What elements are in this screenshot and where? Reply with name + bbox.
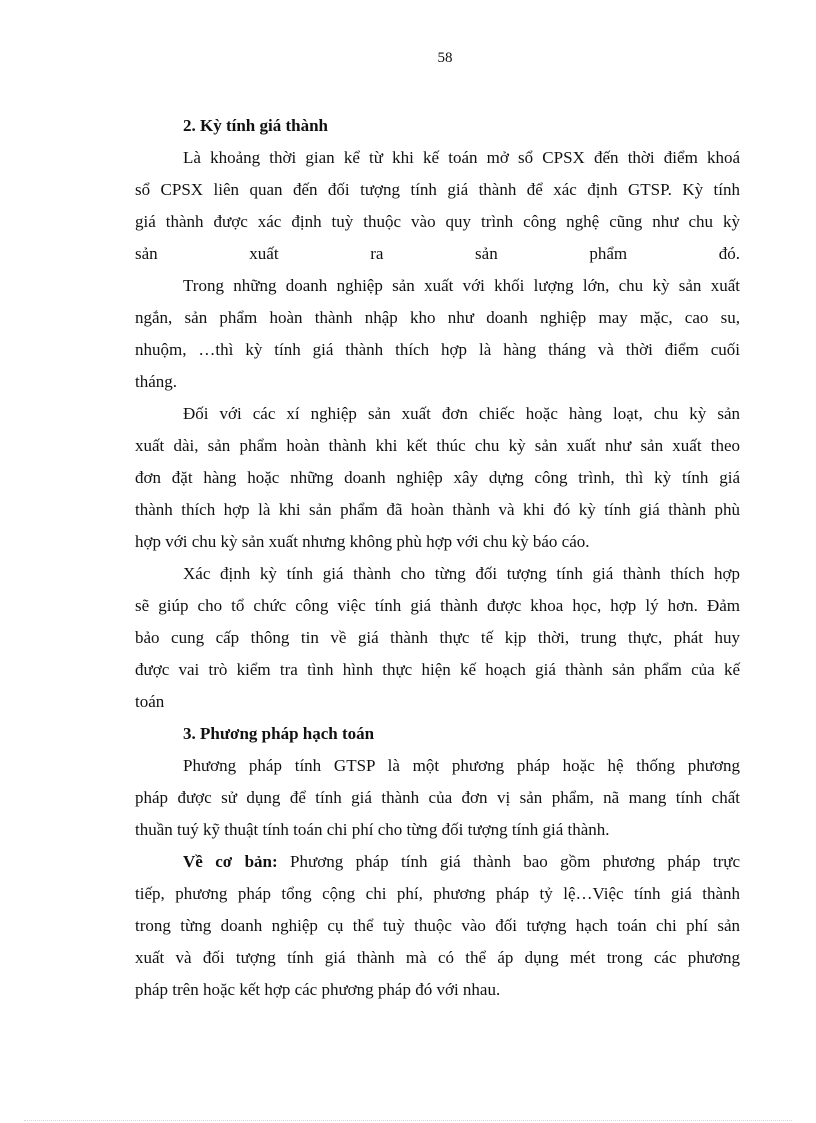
page-bottom-rule: [24, 1120, 792, 1121]
text-line: sổ CPSX liên quan đến đối tượng tính giá thành để xác định GTSP. Kỳ tính: [135, 180, 740, 199]
text-line: giá thành được xác định tuỳ thuộc vào quy trình công nghệ cũng như chu kỳ: [135, 212, 740, 231]
text-line: nhuộm, …thì kỳ tính giá thành thích hợp là hàng tháng và thời điểm cuối: [135, 340, 740, 359]
text-line: Đối với các xí nghiệp sản xuất đơn chiếc hoặc hàng loạt, chu kỳ sản: [183, 404, 740, 423]
text-line: Xác định kỳ tính giá thành cho từng đối tượng tính giá thành thích hợp: [183, 564, 740, 583]
text-line: đơn đặt hàng hoặc những doanh nghiệp xây dựng công trình, thì kỳ tính giá: [135, 468, 740, 487]
text-fragment: Phương pháp tính giá thành bao gồm phương pháp trực: [277, 852, 740, 871]
text-line: pháp được sử dụng để tính giá thành của đơn vị sản phẩm, nã mang tính chất: [135, 788, 740, 807]
text-line: tháng.: [135, 372, 178, 391]
paragraph: [135, 558, 740, 718]
text-line: bảo cung cấp thông tin về giá thành thực tế kịp thời, trung thực, phát huy: [135, 628, 740, 647]
text-line: Là khoảng thời gian kể từ khi kế toán mở sổ CPSX đến thời điểm khoá: [183, 148, 740, 167]
text-line: sản xuất ra sản phẩm đó.: [135, 244, 740, 263]
text-line: thành thích hợp là khi sản phẩm đã hoàn thành và khi đó kỳ tính giá thành phù: [135, 500, 740, 519]
paragraph: [135, 750, 740, 846]
text-line: trong từng doanh nghiệp cụ thể tuỳ thuộc vào đối tượng hạch toán chi phí sản: [135, 916, 740, 935]
text-line: ngắn, sản phẩm hoàn thành nhập kho như doanh nghiệp may mặc, cao su,: [135, 308, 740, 327]
document-body: [135, 110, 740, 1006]
text-line: Phương pháp tính GTSP là một phương pháp hoặc hệ thống phương: [183, 756, 740, 775]
paragraph: [135, 270, 740, 398]
paragraph: [135, 142, 740, 270]
paragraph: [135, 846, 740, 1006]
text-line: hợp với chu kỳ sản xuất nhưng không phù hợp với chu kỳ báo cáo.: [135, 532, 590, 551]
bold-lead-in: Về cơ bản:: [183, 852, 278, 871]
paragraph: [135, 398, 740, 558]
section-heading-3: 3. Phương pháp hạch toán: [183, 724, 375, 743]
text-line: sẽ giúp cho tổ chức công việc tính giá thành được khoa học, hợp lý hơn. Đảm: [135, 596, 740, 615]
text-line: pháp trên hoặc kết hợp các phương pháp đó với nhau.: [135, 980, 501, 999]
section-heading-2: 2. Kỳ tính giá thành: [183, 116, 329, 135]
text-line: toán: [135, 692, 165, 711]
text-line: tiếp, phương pháp tổng cộng chi phí, phương pháp tỷ lệ…Việc tính giá thành: [135, 884, 740, 903]
page-number: 58: [437, 50, 453, 66]
text-line: xuất và đối tượng tính giá thành mà có thể áp dụng mét trong các phương: [135, 948, 740, 967]
text-line: [135, 846, 740, 878]
text-line: được vai trò kiểm tra tình hình thực hiện kế hoạch giá thành sản phẩm của kế: [135, 660, 740, 679]
text-line: xuất dài, sản phẩm hoàn thành khi kết thúc chu kỳ sản xuất như sản xuất theo: [135, 436, 740, 455]
text-line: thuần tuý kỹ thuật tính toán chi phí cho từng đối tượng tính giá thành.: [135, 820, 610, 839]
text-line: Trong những doanh nghiệp sản xuất với khối lượng lớn, chu kỳ sản xuất: [183, 276, 740, 295]
